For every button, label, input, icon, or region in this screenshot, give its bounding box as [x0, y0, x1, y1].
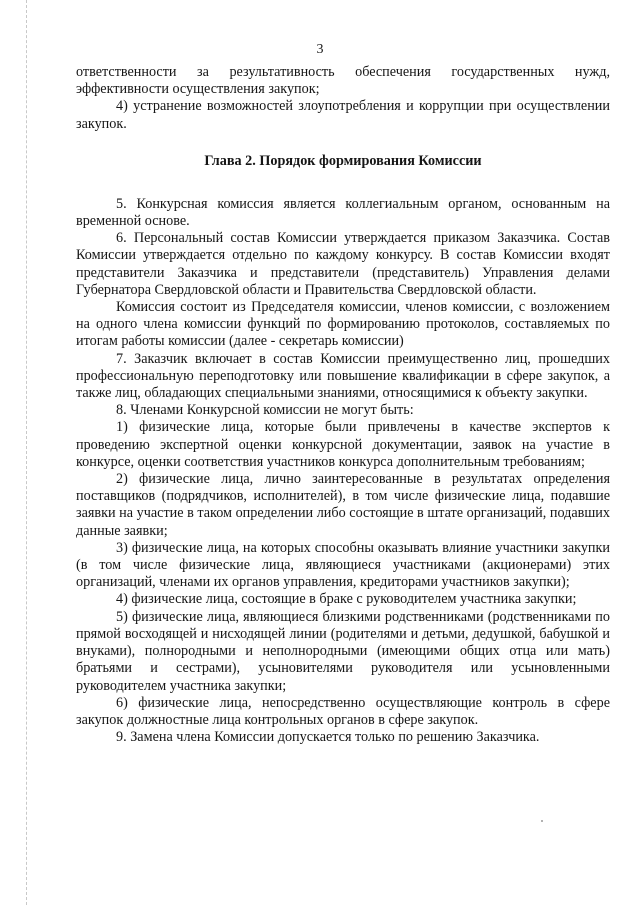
binding-margin-line	[26, 0, 27, 905]
paragraph-9: 9. Замена члена Комиссии допускается только по решению Заказчика.	[116, 729, 540, 746]
paragraph-item-4: 4) устранение возможностей злоупотребления и коррупции при осуществлении закупок.	[76, 98, 610, 132]
paragraph-6: 6. Персональный состав Комиссии утверждается приказом Заказчика. Состав Комиссии утверждается отдельно по каждому конкурсу. В состав Комиссии входят представители Заказчика и представители (представитель) Управления делами Губернатора Свердловской области и Правительства Свердловской области.	[76, 230, 610, 298]
chapter-title: Глава 2. Порядок формирования Комиссии	[204, 152, 482, 169]
page-number: 3	[316, 42, 324, 57]
paragraph-continuation: ответственности за результативность обеспечения государственных нужд, эффективности осуществления закупок;	[76, 64, 610, 98]
list-item-4: 4) физические лица, состоящие в браке с руководителем участника закупки;	[116, 591, 577, 608]
paragraph-7: 7. Заказчик включает в состав Комиссии преимущественно лиц, прошедших профессиональную переподготовку или повышение квалификации в сфере закупок, а также лиц, обладающих специальными знаниями, относящимися к объекту закупки.	[76, 350, 610, 402]
list-item-3: 3) физические лица, на которых способны оказывать влияние участники закупки (в том числе физические лица, являющиеся участниками (акционерами) этих организаций, членами их органов управления, кредиторами участников закупки);	[76, 539, 610, 591]
list-item-2: 2) физические лица, лично заинтересованные в результатах определения поставщиков (подрядчиков, исполнителей), в том числе физические лица, подавшие заявки на участие в таком определении либо состоящие в штате организаций, подавших данные заявки;	[76, 471, 610, 539]
list-item-6: 6) физические лица, непосредственно осуществляющие контроль в сфере закупок должностные лица контрольных органов в сфере закупок.	[76, 694, 610, 728]
paragraph-5: 5. Конкурсная комиссия является коллегиальным органом, основанным на временной основе.	[76, 195, 610, 230]
paragraph-8: 8. Членами Конкурсной комиссии не могут быть:	[116, 402, 414, 419]
document-body	[76, 64, 610, 746]
list-item-1: 1) физические лица, которые были привлечены в качестве экспертов к проведению экспертной оценки конкурсной документации, заявок на участие в конкурсе, оценки соответствия участников конкурса дополнительным требованиям;	[76, 419, 610, 470]
list-item-5: 5) физические лица, являющиеся близкими родственниками (родственниками по прямой восходящей и нисходящей линии (родителями и детьми, дедушкой, бабушкой и внуками), полнородными и неполнородными (имеющими общих отца или мать) братьями и сестрами), усыновителями руководителя или усыновленными руководителем участника закупки;	[76, 608, 610, 694]
scan-speck	[541, 820, 543, 822]
paragraph-6-commission: Комиссия состоит из Председателя комиссии, членов комиссии, с возложением на одного члена комиссии функций по формированию протоколов, составляемых по итогам работы комиссии (далее - секретарь комиссии)	[76, 299, 610, 350]
